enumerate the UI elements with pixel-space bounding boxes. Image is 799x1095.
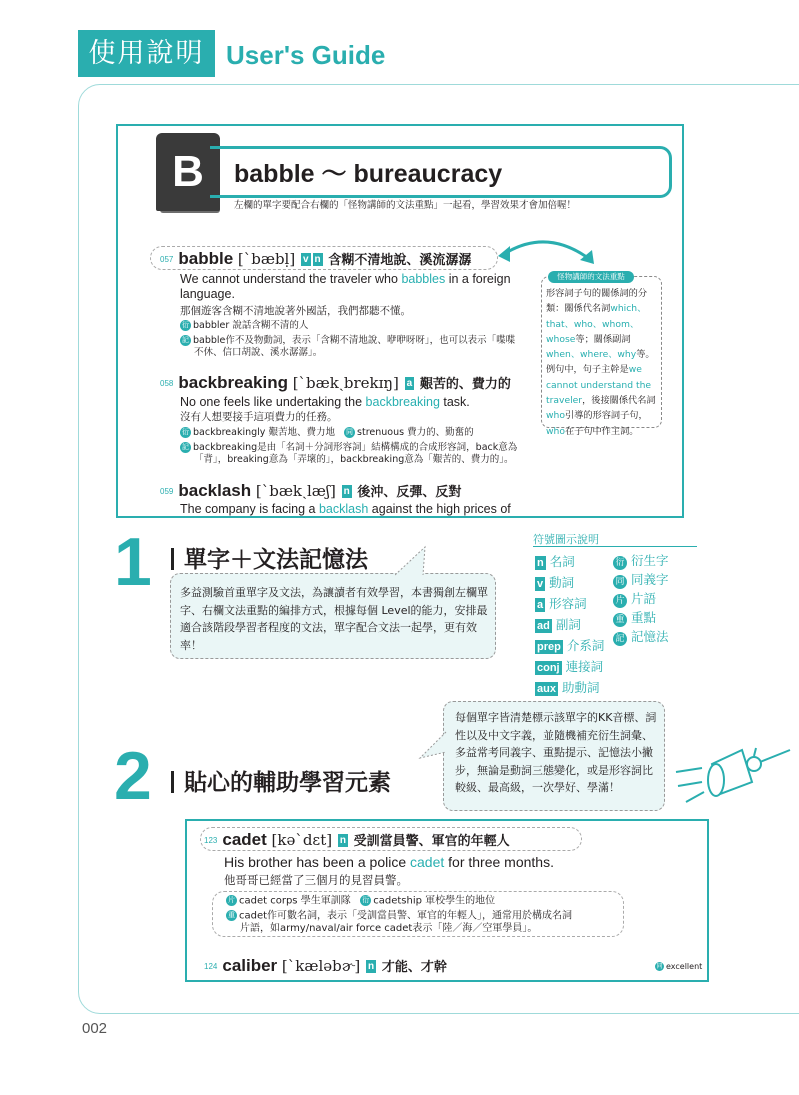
definition: 後沖、反彈、反對 — [357, 484, 462, 499]
example-sentence: The company is facing a backlash against the high prices of — [180, 502, 511, 516]
derivative-icon: 衍 — [362, 896, 370, 904]
section-title: 貼心的輔助學習元素 — [171, 764, 391, 797]
guide-title-zh: 使用說明 — [78, 30, 215, 77]
synonym-icon: 同 — [656, 963, 663, 970]
entry-number: 123 — [204, 836, 218, 846]
headword: caliber — [222, 956, 278, 975]
legend-item: 衍 衍生字 — [613, 551, 669, 570]
entry-headword — [204, 830, 510, 850]
legend-item: ad 副詞 — [537, 617, 581, 632]
section-description: 多益測驗首重單字及文法，為讓讀者有效學習，本書獨創左欄單字、右欄文法重點的編排方式，根據每個 Level的能力，安排最適合該階段學習者程度的文法，單字配合文法一起學，更有效率！ — [180, 586, 488, 652]
synonym-icon: 同 — [346, 428, 354, 436]
entry-headword — [160, 249, 471, 269]
range-subtitle: 左欄的單字要配合右欄的「怪物講師的文法重點」一起看，學習效果才會加倍喔！ — [234, 200, 577, 211]
key-point-icon: 重 — [228, 911, 235, 919]
section-description: 每個單字皆清楚標示該單字的KK音標、詞性以及中文字義，並隨機補充衍生詞彙、多益常考同義字、重點提示、記憶法小撇步，無論是動詞三態變化，或是形容詞比較級、最高級，一次學好、學滿！ — [455, 711, 657, 794]
pronunciation: [kəˋdɛt] — [271, 831, 333, 849]
pos-badge: n — [367, 961, 375, 973]
derivative-icon: 衍 — [182, 321, 189, 329]
legend-item: 同 同義字 — [613, 570, 669, 589]
memory-icon: 記 — [182, 443, 189, 451]
note-key-point: 重 cadet作可數名詞，表示「受訓當員警、軍官的年輕人」，通常用於構成名詞 片語，如army/naval/air force cadet表示「陸／海／空軍學員」。 — [228, 910, 573, 934]
headword: backlash — [178, 481, 252, 500]
page-number: 002 — [82, 1020, 108, 1037]
entry-number: 124 — [204, 962, 218, 972]
headword: cadet — [222, 830, 267, 849]
grammar-note-tag: 怪物講師的文法重點 — [548, 271, 634, 283]
headword: babble — [178, 249, 234, 268]
entry-number: 057 — [160, 255, 174, 265]
section-title: 單字＋文法記憶法 — [171, 541, 368, 574]
bubble-tail-icon — [418, 730, 448, 760]
note-derivative: 衍 backbreakingly 艱苦地、費力地 同 strenuous 費力的、勤奮的 — [182, 427, 474, 438]
pronunciation: [ˋbækˏbrekɪŋ] — [292, 374, 399, 392]
example-sentence: His brother has been a police cadet for three months. — [224, 854, 554, 870]
legend-item: a 形容詞 — [537, 596, 587, 611]
headword: backbreaking — [178, 373, 288, 392]
definition: 含糊不清地說、溪流潺潺 — [328, 252, 472, 267]
phrase-icon: 片 — [228, 896, 235, 904]
entry-headword — [204, 956, 447, 976]
example-sentence: No one feels like undertaking the backbreaking task. — [180, 395, 470, 409]
legend-item: 記 記憶法 — [613, 627, 669, 646]
legend-item: v 動詞 — [537, 575, 575, 590]
pronunciation: [ˋbækˏlæʃ] — [255, 482, 336, 500]
note-phrase: 片 cadet corps 學生軍訓隊 衍 cadetship 軍校學生的地位 — [228, 895, 496, 907]
pronunciation: [ˋbæbḷ] — [237, 250, 296, 268]
entry-headword — [160, 481, 461, 501]
note-memory: 記 babble作不及物動詞，表示「含糊不清地說、咿咿呀呀」，也可以表示「喋喋 不休、信口胡說、溪水潺潺」。 — [182, 335, 516, 358]
pos-badge: a — [406, 378, 413, 390]
pos-badge: n — [343, 486, 350, 498]
letter-book-icon: B — [156, 133, 220, 211]
pronunciation: [ˋkæləbɚ] — [281, 957, 361, 975]
pos-badge: n — [314, 254, 321, 266]
legend-item: aux 助動詞 — [537, 680, 600, 695]
legend-list-marks — [613, 551, 669, 646]
guide-title-en: User's Guide — [226, 40, 386, 70]
bubble-tail-icon — [395, 545, 435, 577]
pos-badge: v — [302, 254, 309, 266]
legend-item: conj 連接詞 — [537, 659, 604, 674]
section-number: 1 — [114, 524, 152, 600]
pos-badge: n — [339, 835, 346, 847]
entry-number: 058 — [160, 379, 174, 389]
example-translation: 他哥哥已經當了三個月的見習員警。 — [224, 873, 408, 887]
definition: 艱苦的、費力的 — [419, 376, 511, 391]
legend-item: 重 重點 — [613, 608, 669, 627]
entry-number: 059 — [160, 487, 174, 497]
definition: 受訓當員警、軍官的年輕人 — [353, 833, 510, 848]
example-translation: 沒有人想要接手這項費力的任務。 — [180, 411, 338, 423]
legend-list-pos — [535, 552, 604, 699]
side-synonym: 同 excellent — [656, 962, 703, 971]
section-number: 2 — [114, 738, 152, 814]
lamp-icon — [672, 742, 796, 828]
note-memory: 記 backbreaking是由「名詞＋分詞形容詞」結構構成的合成形容詞，back意為 「背」，breaking意為「弄壞的」，backbreaking意為「艱苦的、費力的」。 — [182, 442, 518, 465]
range-title: babble ～ bureaucracy — [234, 160, 503, 188]
derivative-icon: 衍 — [182, 428, 189, 436]
legend-item: 片 片語 — [613, 589, 669, 608]
legend-title: 符號圖示說明 — [533, 531, 697, 547]
note-derivative: 衍 babbler 說話含糊不清的人 — [182, 320, 309, 331]
entry-headword — [160, 373, 511, 393]
grammar-note-text: 形容詞子句的關係詞的分 類：關係代名詞which、 that、who、whom、 whose等；關係副詞 when、where、why等。 例句中，句子主幹是we cannot understand the traveler，後接關係代名詞 who引導的形容詞子句， who在子句中作主詞。 — [546, 288, 656, 437]
legend-item: n 名詞 — [537, 554, 575, 569]
example-sentence: We cannot understand the traveler who babbles in a foreign language. — [180, 272, 511, 301]
memory-icon: 記 — [182, 336, 189, 344]
example-translation: 那個遊客含糊不清地說著外國話，我們都聽不懂。 — [180, 305, 411, 317]
definition: 才能、才幹 — [381, 959, 447, 974]
legend-item: prep 介系詞 — [537, 638, 605, 653]
link-arrow-icon — [496, 234, 606, 274]
